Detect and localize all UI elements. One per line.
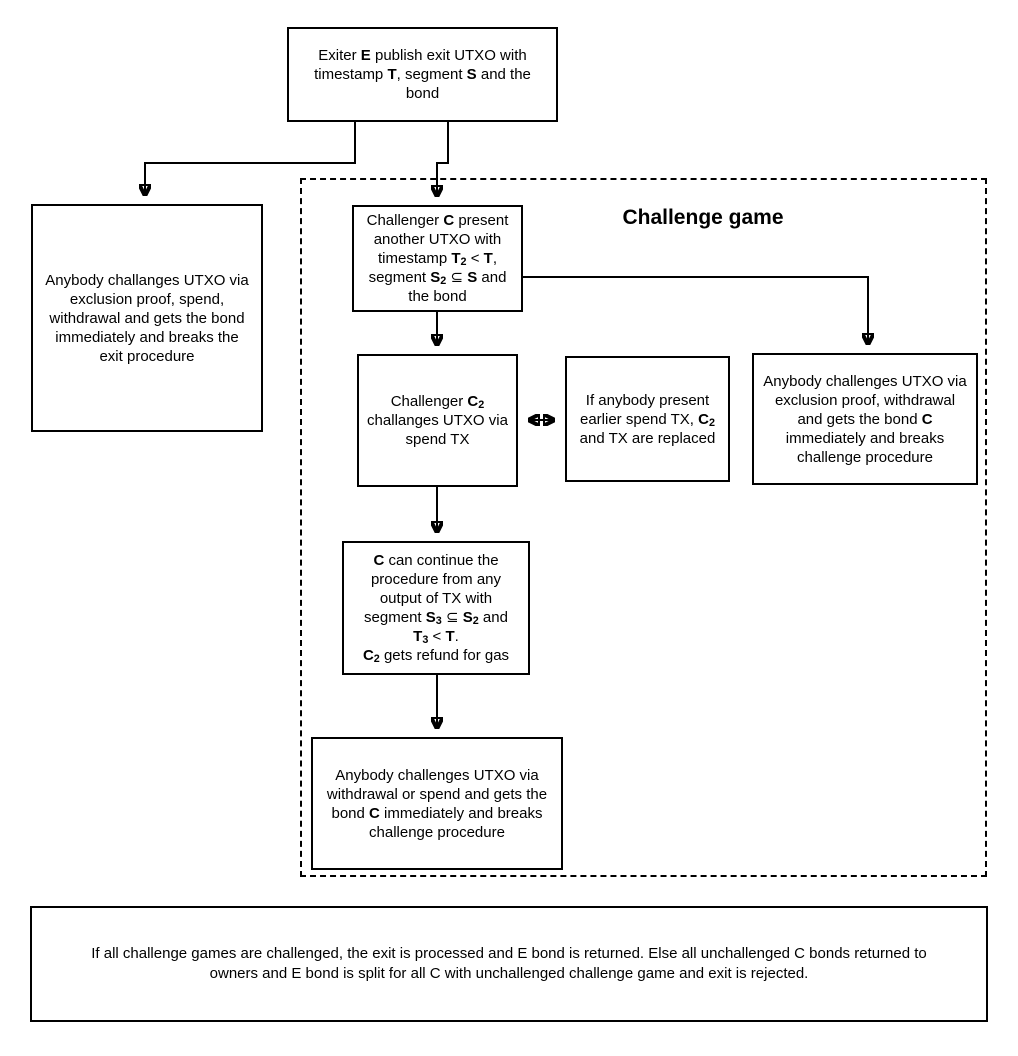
- node-challenger-c-present-text: Challenger C present another UTXO with timestamp $T_2 < T$, segment $S_2$ ⊆ S and the bond: [366, 212, 509, 305]
- node-challenger-c-present: [352, 205, 523, 312]
- node-anybody-challenges-exit: [31, 204, 263, 432]
- challenge-game-title: Challenge game: [622, 206, 784, 229]
- node-if-anybody-earlier-spend-text: If anybody present earlier spend TX, $C_2$ and TX are replaced: [579, 391, 716, 447]
- node-exit-resolution-footer: [30, 906, 988, 1022]
- node-exiter-publish: [287, 27, 558, 122]
- node-c-can-continue: [342, 541, 530, 675]
- node-if-anybody-earlier-spend: [565, 356, 730, 482]
- node-challenger-c2-spend: [357, 354, 518, 487]
- node-challenger-c2-spend-text: Challenger $C_2$ challanges UTXO via spend TX: [367, 393, 508, 448]
- node-anybody-challenges-withdrawal: [752, 353, 978, 485]
- node-exiter-publish-text: Exiter E publish exit UTXO with timestamp T, segment S and the bond: [314, 47, 531, 102]
- node-c-can-continue-text: C can continue the procedure from any output of TX with segment $S_3$ ⊆ $S_2$ and $T_3 < T$. $C_2$ gets refund for gas: [362, 552, 510, 665]
- node-anybody-challenges-withdrawal-spend-text: Anybody challenges UTXO via withdrawal or spend and gets the bond C immediately and breaks challenge procedure: [326, 766, 548, 841]
- node-anybody-challenges-withdrawal-text: Anybody challenges UTXO via exclusion proof, withdrawal and gets the bond C immediately and breaks challenge procedure: [763, 372, 967, 466]
- node-anybody-challenges-withdrawal-spend: [311, 737, 563, 870]
- node-exit-resolution-footer-text: If all challenge games are challenged, the exit is processed and E bond is returned. Else all unchallenged C bonds returned to owners and E bond is split for all C with unchallenged challenge game and exit is rejected.: [91, 945, 927, 982]
- node-anybody-challenges-exit-text: Anybody challanges UTXO via exclusion proof, spend, withdrawal and gets the bond immediately and breaks the exit procedure: [45, 271, 249, 365]
